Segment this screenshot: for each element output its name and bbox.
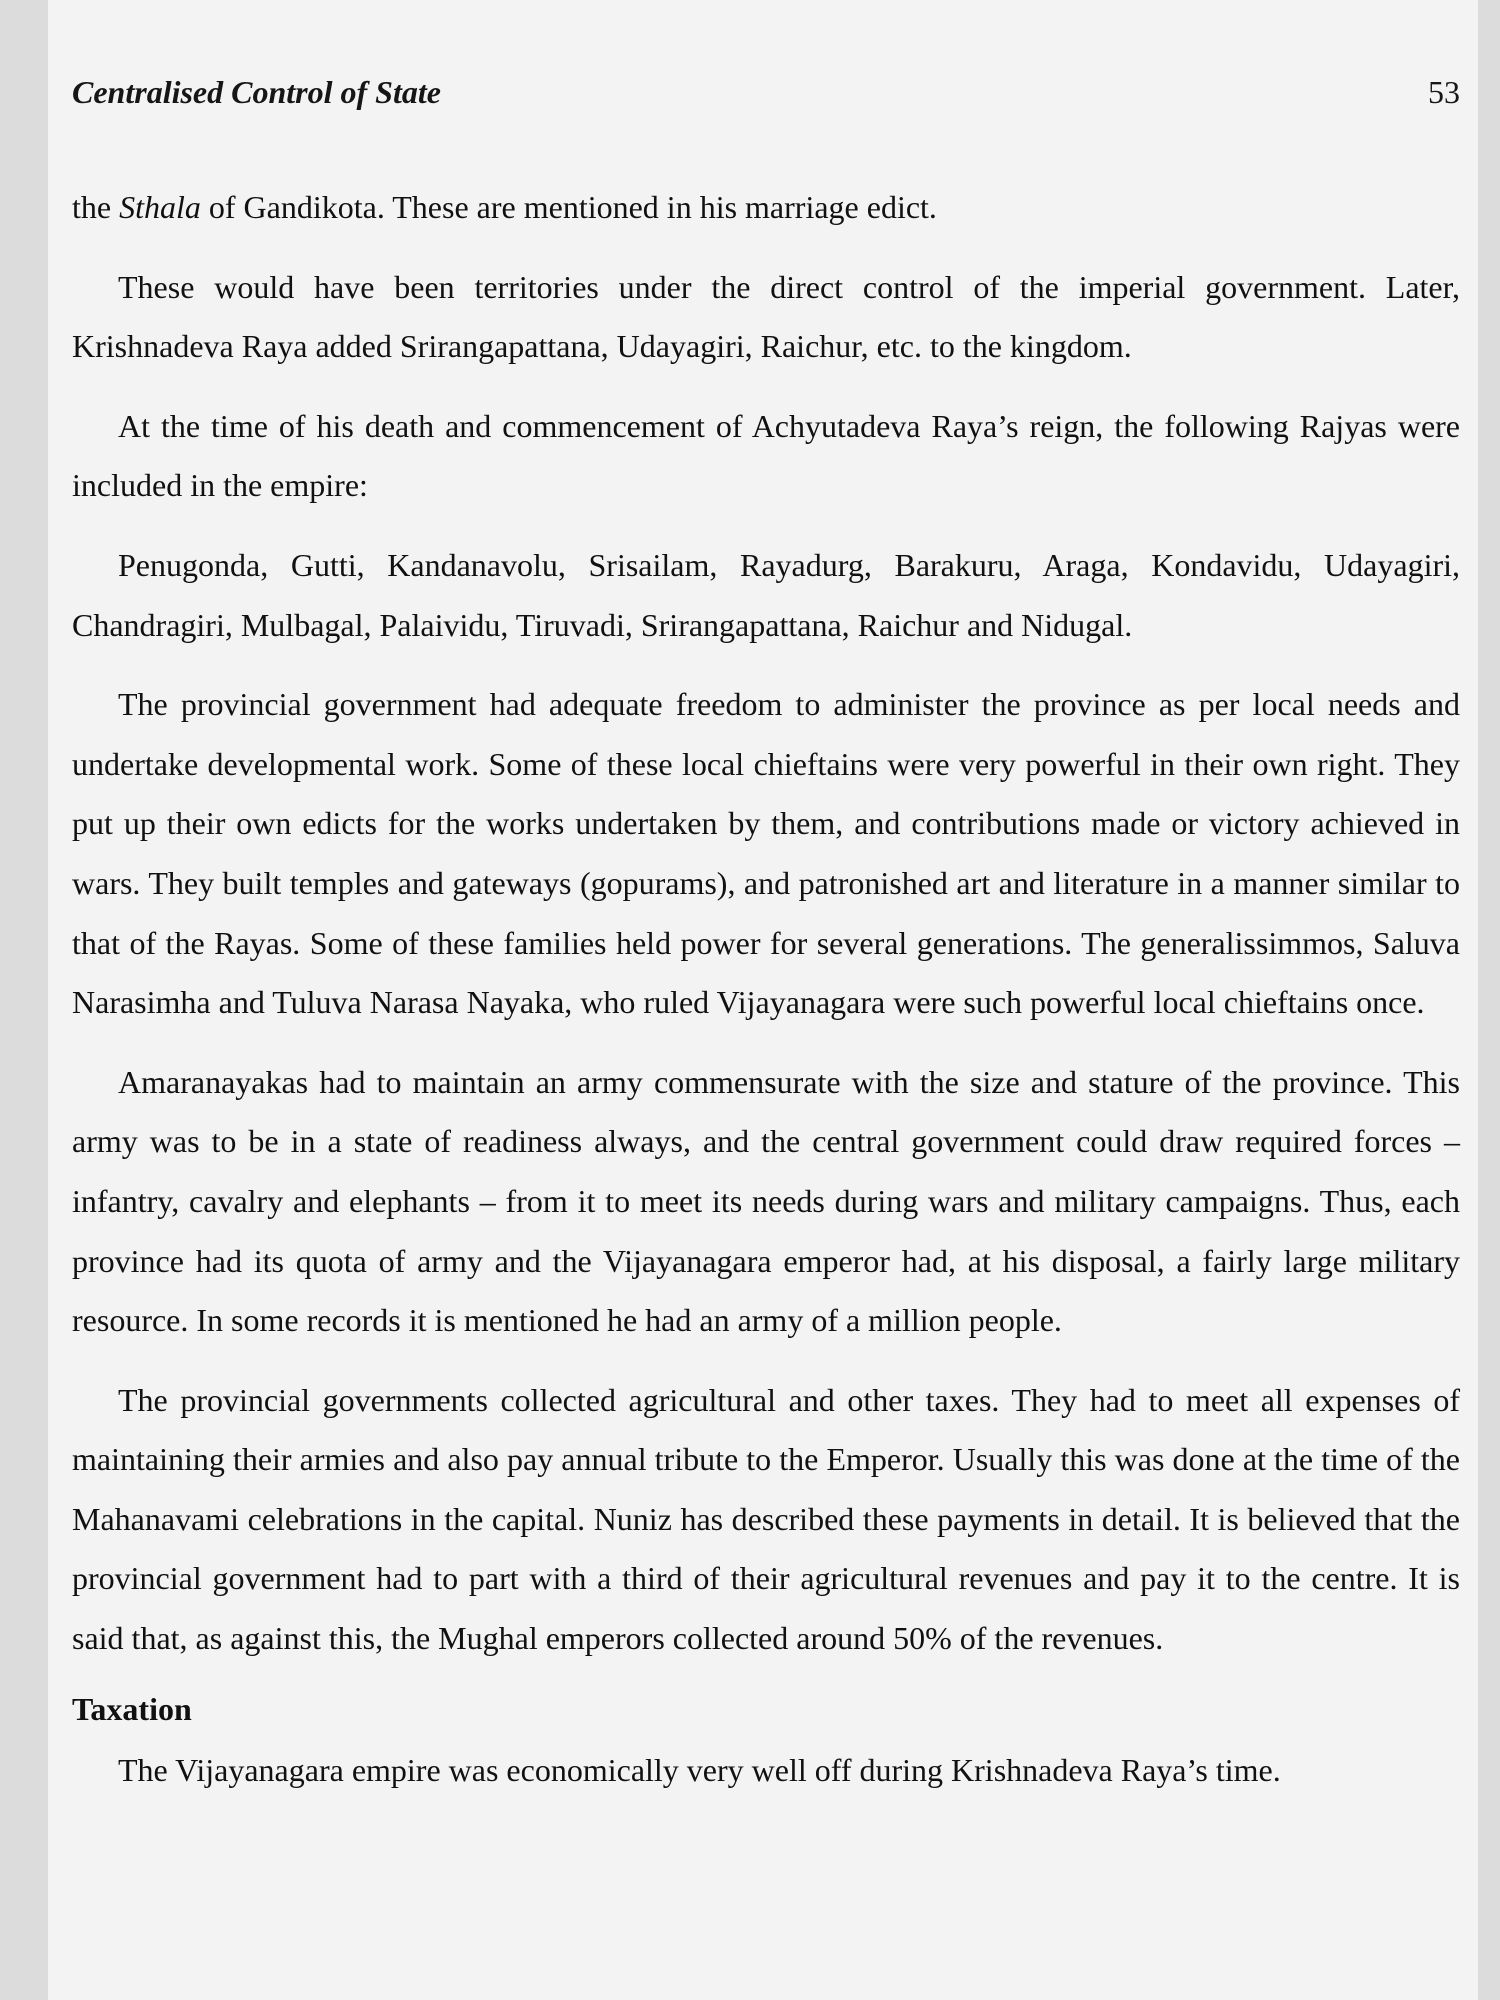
paragraph: At the time of his death and commencement of Achyutadeva Raya’s reign, the following Rajyas were included in the empire:	[72, 407, 1460, 504]
page-header	[72, 74, 1460, 124]
running-title: Centralised Control of State	[72, 74, 441, 110]
paragraph: Amaranayakas had to maintain an army commensurate with the size and stature of the province. This army was to be in a state of readiness always, and the central government could draw required forces – infantry, cavalry and elephants – from it to meet its needs during wars and military campaigns. Thus, each province had its quota of army and the Vijayanagara emperor had, at his disposal, a fairly large military resource. In some records it is mentioned he had an army of a million people.	[72, 1063, 1460, 1339]
book-page	[48, 0, 1478, 2000]
page-number: 53	[1428, 74, 1460, 110]
paragraph-text: the	[72, 189, 120, 225]
page-body	[72, 178, 1460, 1800]
rajya-list-paragraph: Penugonda, Gutti, Kandanavolu, Srisailam, Rayadurg, Barakuru, Araga, Kondavidu, Udayagiri, Chandragiri, Mulbagal, Palaividu, Tiruvadi, Srirangapattana, Raichur and Nidugal.	[72, 546, 1460, 643]
paragraph-text: of Gandikota. These are mentioned in his marriage edict.	[200, 189, 937, 225]
paragraph: These would have been territories under the direct control of the imperial government. Later, Krishnadeva Raya added Srirangapattana, Udayagiri, Raichur, etc. to the kingdom.	[72, 268, 1460, 365]
paragraph: The Vijayanagara empire was economically very well off during Krishnadeva Raya’s time.	[118, 1751, 1281, 1788]
italic-term: Sthala	[119, 189, 201, 225]
paragraph: The provincial government had adequate freedom to administer the province as per local needs and undertake developmental work. Some of these local chieftains were very powerful in their own right. They put up their own edicts for the works undertaken by them, and contributions made or victory achieved in wars. They built temples and gateways (gopurams), and patronished art and literature in a manner similar to that of the Rayas. Some of these families held power for several generations. The generalissimmos, Saluva Narasimha and Tuluva Narasa Nayaka, who ruled Vijayanagara were such powerful local chieftains once.	[72, 686, 1460, 1021]
paragraph: The provincial governments collected agricultural and other taxes. They had to meet all expenses of maintaining their armies and also pay annual tribute to the Emperor. Usually this was done at the time of the Mahanavami celebrations in the capital. Nuniz has described these payments in detail. It is believed that the provincial government had to part with a third of their agricultural revenues and pay it to the centre. It is said that, as against this, the Mughal emperors collected around 50% of the revenues.	[72, 1381, 1460, 1657]
paragraph-continued	[72, 178, 1460, 238]
section-heading: Taxation	[72, 1690, 192, 1727]
